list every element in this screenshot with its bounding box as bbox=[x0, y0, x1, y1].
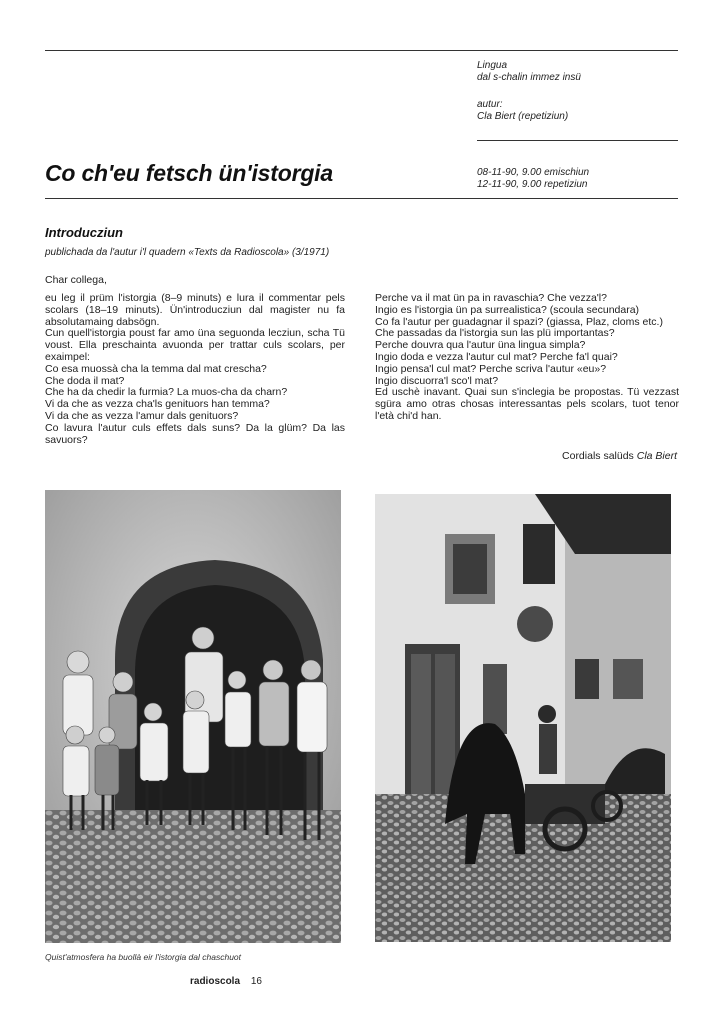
question-item: Co fa l'autur per guadagnar il spazi? (giassa, Plaz, cloms etc.) bbox=[375, 315, 663, 328]
village-street-photo bbox=[375, 494, 671, 942]
right-column bbox=[375, 293, 679, 423]
question-item: Ingio es l'istorgia ün pa surrealistica? (scoula secundara) bbox=[375, 303, 640, 316]
question-item: Che ha da chedir la furmia? La muos-cha da charn? bbox=[45, 386, 288, 399]
signature bbox=[562, 450, 677, 462]
photo-caption: Quist'atmosfera ha buollà eir l'istorgia dal chaschuot bbox=[45, 952, 242, 962]
closing-paragraph: Ed uschè inavant. Quai sun s'inclegia be propostas. Tü vezzast sgüra amo otras chosas interessantas pels scolars, tuot tenor l'età chi'd han. bbox=[375, 386, 679, 422]
footer-brand: radioscola bbox=[190, 976, 241, 987]
top-rule bbox=[45, 50, 678, 51]
section-heading: Introducziun bbox=[45, 225, 123, 240]
question-item: Co esa muossà cha la temma dal mat crescha? bbox=[45, 362, 267, 375]
question-item: Perche va il mat ün pa in ravaschia? Che vezza'l? bbox=[375, 292, 607, 304]
lingua-label: Lingua bbox=[477, 60, 508, 71]
autur-value: Cla Biert (repetiziun) bbox=[477, 111, 569, 122]
title-rule bbox=[45, 198, 678, 199]
question-item: Ingio doda e vezza l'autur cul mat? Perche fa'l quai? bbox=[375, 350, 618, 363]
question-item: Perche douvra qua l'autur üna lingua simpla? bbox=[375, 339, 586, 352]
question-item: Ingio discuorra'l sco'l mat? bbox=[375, 374, 499, 387]
children-photo bbox=[45, 490, 341, 943]
lingua-value: dal s-chalin immez insü bbox=[477, 72, 581, 83]
author-meta bbox=[477, 99, 568, 123]
author-name: Cla Biert bbox=[636, 450, 677, 462]
language-meta bbox=[477, 60, 581, 84]
question-item: Che passadas da l'istorgia sun las plü importantas? bbox=[375, 327, 615, 340]
section-subheading: publichada da l'autur i'l quadern «Texts da Radioscola» (3/1971) bbox=[45, 247, 330, 258]
page-title: Co ch'eu fetsch ün'istorgia bbox=[45, 160, 333, 186]
broadcast-date-1: 08-11-90, 9.00 emischiun bbox=[477, 167, 590, 178]
second-lesson-paragraph: Cun quell'istorgia poust far amo üna seguonda lecziun, scha Tü voust. Ella preschainta avuonda per trattar culs scolars, per exaimpel: bbox=[45, 327, 345, 363]
question-item: Che doda il mat? bbox=[45, 374, 125, 387]
intro-paragraph: eu leg il prüm l'istorgia (8–9 minuts) e lura il commentar pels scolars (18–19 minuts). Ün'introducziun dal magister nu fa absolutamaing dabsögn. bbox=[45, 292, 345, 328]
page-number: 16 bbox=[250, 976, 262, 987]
question-item: Ingio pensa'l cul mat? Perche scriva l'autur «eu»? bbox=[375, 362, 607, 375]
autur-label: autur: bbox=[477, 99, 503, 110]
question-item: Vi da che as vezza l'amur dals genituors? bbox=[45, 409, 239, 422]
page-footer bbox=[190, 976, 262, 987]
broadcast-date-2: 12-11-90, 9.00 repetiziun bbox=[477, 179, 588, 190]
question-item: Co lavura l'autur culs effets dals suns? Da la glüm? Da las savuors? bbox=[45, 421, 345, 446]
greeting: Char collega, bbox=[45, 274, 107, 286]
broadcast-meta bbox=[477, 167, 589, 191]
left-column bbox=[45, 293, 345, 446]
question-item: Vi da che as vezza cha'ls genituors han temma? bbox=[45, 398, 270, 411]
closing-text: Cordials salüds bbox=[562, 450, 634, 462]
meta-rule bbox=[477, 140, 678, 141]
